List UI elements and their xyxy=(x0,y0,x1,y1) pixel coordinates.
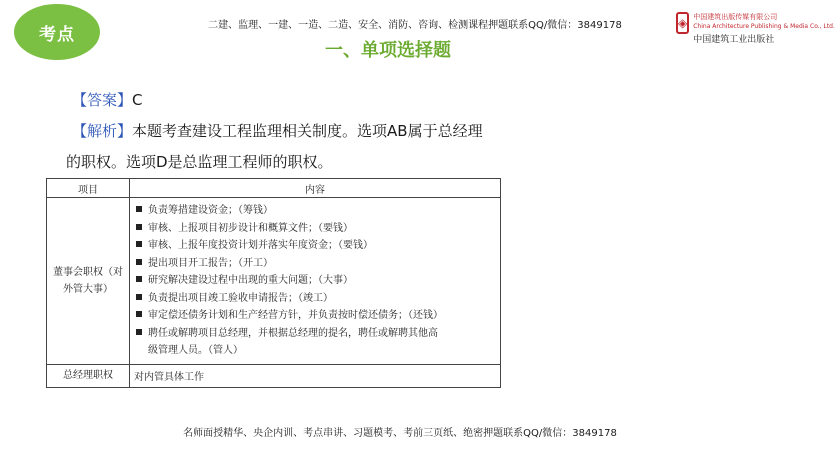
list-item: 审核、上报项目初步设计和概算文件；（要钱） xyxy=(136,220,494,238)
list-item-continuation: 级管理人员。（管人） xyxy=(148,345,243,356)
gm-content-cell: 对内管具体工作 xyxy=(130,364,501,387)
analysis-line-2: 的职权。选项D是总监理工程师的职权。 xyxy=(66,153,333,171)
header-content: 内容 xyxy=(130,179,501,198)
topic-badge: 考点 xyxy=(14,4,100,60)
answer-label: 【答案】 xyxy=(72,91,133,109)
header-item: 项目 xyxy=(47,179,130,198)
list-item: 负责提出项目竣工验收申请报告；（竣工） xyxy=(136,290,494,308)
section-title: 一、单项选择题 xyxy=(325,40,451,61)
list-item: 审核、上报年度投资计划并落实年度资金；（要钱） xyxy=(136,237,494,255)
board-duties-cell xyxy=(130,198,501,365)
top-banner: 二建、监理、一建、一造、二造、安全、消防、咨询、检测课程押题联系QQ/微信：3849178 xyxy=(208,20,622,31)
list-item: 聘任或解聘项目总经理，并根据总经理的提名，聘任或解聘其他高 xyxy=(136,325,494,343)
logo-line-2: China Architecture Publishing & Media Co., Ltd. xyxy=(693,23,835,30)
bullet-square-icon xyxy=(136,276,142,282)
bullet-square-icon xyxy=(136,259,142,265)
board-role-cell: 董事会职权（对外管大事） xyxy=(47,198,130,365)
bullet-square-icon xyxy=(136,311,142,317)
table-header-row xyxy=(47,179,501,198)
duties-table xyxy=(46,178,501,388)
bullet-square-icon xyxy=(136,206,142,212)
list-item: 提出项目开工报告；（开工） xyxy=(136,255,494,273)
bullet-square-icon xyxy=(136,241,142,247)
publisher-emblem-icon: ◈ xyxy=(676,12,689,34)
list-item: 负责筹措建设资金；（筹钱） xyxy=(136,202,494,220)
logo-line-3: 中国建筑工业出版社 xyxy=(693,35,775,45)
table-row-board xyxy=(47,198,501,365)
analysis-line-1 xyxy=(72,120,483,141)
footer-banner: 名师面授精华、央企内训、考点串讲、习题模考、考前三页纸、绝密押题联系QQ/微信：3849178 xyxy=(183,428,617,439)
bullet-square-icon xyxy=(136,329,142,335)
logo-line-1: 中国建筑出版传媒有限公司 xyxy=(693,13,778,21)
bullet-square-icon xyxy=(136,294,142,300)
analysis-label: 【解析】 xyxy=(72,122,133,140)
publisher-logo xyxy=(676,12,835,46)
list-item: 研究解决建设过程中出现的重大问题；（大事） xyxy=(136,272,494,290)
answer-value: C xyxy=(132,91,143,109)
list-item: 审定偿还债务计划和生产经营方针，并负责按时偿还债务；（还钱） xyxy=(136,307,494,325)
bullet-square-icon xyxy=(136,224,142,230)
answer-line xyxy=(72,89,143,110)
table-row-gm xyxy=(47,364,501,387)
analysis-text-1: 本题考查建设工程监理相关制度。选项AB属于总经理 xyxy=(132,122,483,140)
gm-role-cell: 总经理职权 xyxy=(47,364,130,387)
